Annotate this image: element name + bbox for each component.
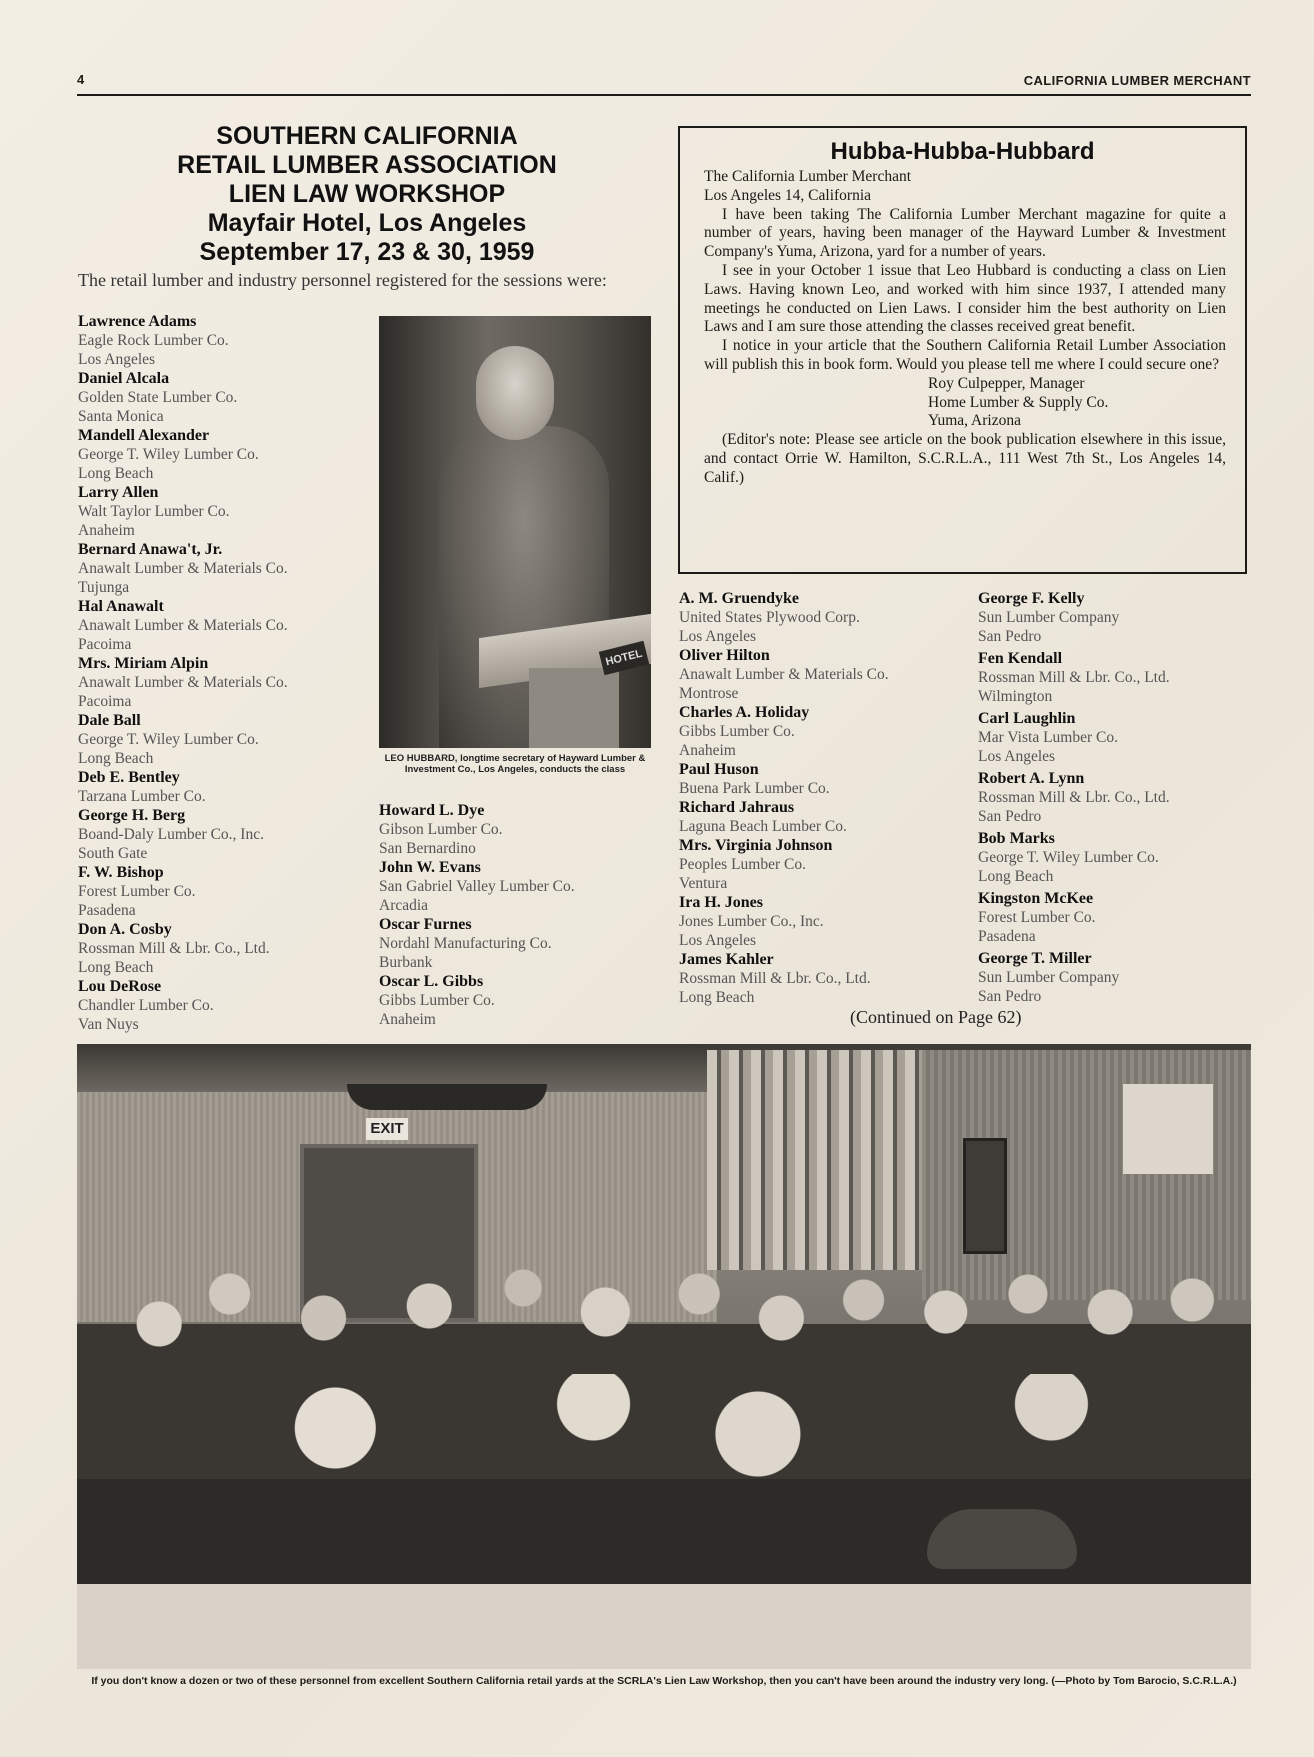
- registrant-entry: [78, 483, 358, 540]
- registrant-company: Laguna Beach Lumber Co.: [679, 818, 847, 835]
- registrant-company: Peoples Lumber Co.: [679, 856, 806, 873]
- registrant-city: Pasadena: [78, 902, 136, 919]
- registrant-entry: [978, 829, 1248, 886]
- registrant-name: Larry Allen: [78, 484, 159, 501]
- letter-paragraph-1: I have been taking The California Lumber Merchant magazine for quite a number of years, having been manager of the Hayward Lumber & Investment Company's Yuma, Arizona, yard for a number of years.: [704, 205, 1226, 261]
- registrant-entry: [379, 801, 659, 858]
- letter-signature-company: Home Lumber & Supply Co.: [928, 393, 1109, 411]
- registrant-name: Don A. Cosby: [78, 921, 172, 938]
- registrant-city: Wilmington: [978, 688, 1053, 705]
- registrant-name: Lawrence Adams: [78, 313, 197, 330]
- registrant-city: Ventura: [679, 875, 728, 892]
- registrant-company: Gibbs Lumber Co.: [379, 992, 495, 1009]
- registrant-name: Robert A. Lynn: [978, 770, 1085, 787]
- registrant-city: San Pedro: [978, 808, 1042, 825]
- registrant-company: Anawalt Lumber & Materials Co.: [78, 674, 288, 691]
- letter-paragraph-3: I notice in your article that the Southern California Retail Lumber Association will publish this in book form. Would you please tell me where I could secure one?: [704, 337, 1226, 373]
- registrant-company: Sun Lumber Company: [978, 609, 1120, 626]
- registrant-entry: [379, 972, 659, 1029]
- registrant-company: Rossman Mill & Lbr. Co., Ltd.: [978, 669, 1170, 686]
- registrant-name: A. M. Gruendyke: [679, 590, 799, 607]
- registrant-entry: [78, 426, 358, 483]
- registrant-entry: [78, 977, 358, 1034]
- registrant-company: Rossman Mill & Lbr. Co., Ltd.: [978, 789, 1170, 806]
- registrant-entry: [679, 950, 969, 1007]
- exit-sign: EXIT: [366, 1118, 408, 1140]
- registrant-name: Bob Marks: [978, 830, 1055, 847]
- registrant-entry: [978, 589, 1248, 646]
- registrant-entry: [78, 711, 358, 768]
- registrant-entry: [78, 806, 358, 863]
- registrant-name: Charles A. Holiday: [679, 704, 810, 721]
- registrant-company: Forest Lumber Co.: [78, 883, 196, 900]
- registrant-name: George F. Kelly: [978, 590, 1085, 607]
- registrant-entry: [679, 703, 969, 760]
- registrant-company: George T. Wiley Lumber Co.: [978, 849, 1159, 866]
- letter-signature-city: Yuma, Arizona: [928, 412, 1021, 430]
- registrant-name: Fen Kendall: [978, 650, 1063, 667]
- registrant-company: Nordahl Manufacturing Co.: [379, 935, 552, 952]
- registrant-city: South Gate: [78, 845, 148, 862]
- registrant-name: Daniel Alcala: [78, 370, 170, 387]
- registrant-company: San Gabriel Valley Lumber Co.: [379, 878, 575, 895]
- registrant-name: John W. Evans: [379, 859, 481, 876]
- lectern-stand: [529, 668, 619, 748]
- registrant-entry: [78, 540, 358, 597]
- letter-signature-name: Roy Culpepper, Manager: [928, 374, 1085, 392]
- registrant-company: Forest Lumber Co.: [978, 909, 1096, 926]
- registrant-company: Sun Lumber Company: [978, 969, 1120, 986]
- registrant-name: Mrs. Virginia Johnson: [679, 837, 833, 854]
- registrant-city: Anaheim: [78, 522, 135, 539]
- registrant-city: Santa Monica: [78, 408, 164, 425]
- registrant-company: Anawalt Lumber & Materials Co.: [78, 560, 288, 577]
- headline-line-3: LIEN LAW WORKSHOP: [228, 180, 506, 208]
- registrant-list-column-2: [379, 801, 659, 1029]
- headline-dates: September 17, 23 & 30, 1959: [199, 238, 535, 266]
- article-intro: The retail lumber and industry personnel registered for the sessions were:: [78, 270, 607, 290]
- registrant-company: Tarzana Lumber Co.: [78, 788, 206, 805]
- registrant-entry: [679, 798, 969, 836]
- registrant-name: Lou DeRose: [78, 978, 162, 995]
- registrant-company: Gibson Lumber Co.: [379, 821, 503, 838]
- registrant-city: Long Beach: [978, 868, 1054, 885]
- registrant-name: Mrs. Miriam Alpin: [78, 655, 209, 672]
- speaker-head: [476, 346, 554, 440]
- registrant-company: Mar Vista Lumber Co.: [978, 729, 1118, 746]
- portrait-caption: LEO HUBBARD, longtime secretary of Hayward Lumber & Investment Co., Los Angeles, conducts the class: [384, 753, 646, 775]
- registrant-entry: [978, 769, 1248, 826]
- registrant-entry: [379, 915, 659, 972]
- group-photo-caption: If you don't know a dozen or two of these personnel from excellent Southern California retail yards at the SCRLA's Lien Law Workshop, then you can't have been around the industry very long. (—Photo by Tom Barocio, S.C.R.L.A.): [91, 1675, 1237, 1687]
- wall-panel: [1123, 1084, 1213, 1174]
- front-row-attendees: [77, 1374, 1251, 1669]
- lectern-sign: HOTEL: [599, 641, 649, 675]
- registrant-entry: [78, 312, 358, 369]
- registrant-company: Walt Taylor Lumber Co.: [78, 503, 230, 520]
- registrant-city: Los Angeles: [78, 351, 156, 368]
- registrant-name: George H. Berg: [78, 807, 186, 824]
- letter-paragraph-2: I see in your October 1 issue that Leo Hubbard is conducting a class on Lien Laws. Having known Leo, and worked with him since 1937, I attended many meetings he conducted on Lien Laws. I consider him the best authority on Lien Laws and I am sure those attending the classes received great benefit.: [704, 261, 1226, 336]
- registrant-city: Montrose: [679, 685, 739, 702]
- registrant-city: Los Angeles: [978, 748, 1056, 765]
- registrant-name: Howard L. Dye: [379, 802, 485, 819]
- registrant-city: Burbank: [379, 954, 433, 971]
- registrant-city: Long Beach: [78, 750, 154, 767]
- registrant-entry: [679, 760, 969, 798]
- registrant-entry: [978, 949, 1248, 1006]
- letter-address-line-2: Los Angeles 14, California: [704, 186, 872, 204]
- registrant-company: Anawalt Lumber & Materials Co.: [78, 617, 288, 634]
- registrant-name: Kingston McKee: [978, 890, 1094, 907]
- registrant-company: Rossman Mill & Lbr. Co., Ltd.: [679, 970, 871, 987]
- headline-venue: Mayfair Hotel, Los Angeles: [207, 209, 527, 237]
- continued-note: (Continued on Page 62): [850, 1007, 1022, 1027]
- header-rule: [77, 94, 1251, 96]
- registrant-list-column-3: [679, 589, 969, 1007]
- registrant-name: Richard Jahraus: [679, 799, 795, 816]
- registrant-city: Tujunga: [78, 579, 130, 596]
- registrant-name: James Kahler: [679, 951, 774, 968]
- registrant-name: Mandell Alexander: [78, 427, 210, 444]
- registrant-entry: [78, 597, 358, 654]
- registrant-list-column-4: [978, 589, 1248, 1009]
- registrant-company: Jones Lumber Co., Inc.: [679, 913, 824, 930]
- article-headline: [77, 122, 657, 267]
- registrant-name: Carl Laughlin: [978, 710, 1076, 727]
- registrant-company: Boand-Daly Lumber Co., Inc.: [78, 826, 264, 843]
- leo-hubbard-photo: [379, 316, 651, 748]
- registrant-name: Oliver Hilton: [679, 647, 770, 664]
- registrant-city: Los Angeles: [679, 628, 757, 645]
- registrant-name: Ira H. Jones: [679, 894, 763, 911]
- registrant-name: Oscar Furnes: [379, 916, 472, 933]
- registrant-name: Dale Ball: [78, 712, 141, 729]
- registrant-company: George T. Wiley Lumber Co.: [78, 731, 259, 748]
- headline-line-1: SOUTHERN CALIFORNIA: [216, 122, 518, 150]
- registrant-entry: [679, 836, 969, 893]
- registrant-name: George T. Miller: [978, 950, 1092, 967]
- letter-title: Hubba-Hubba-Hubbard: [830, 138, 1095, 165]
- registrant-entry: [78, 863, 358, 920]
- registrant-entry: [978, 889, 1248, 946]
- registrant-city: Long Beach: [78, 959, 154, 976]
- registrant-company: Golden State Lumber Co.: [78, 389, 238, 406]
- registrant-entry: [78, 654, 358, 711]
- registrant-city: Pasadena: [978, 928, 1036, 945]
- workshop-group-photo: [77, 1044, 1251, 1669]
- page-header: [77, 70, 1251, 92]
- page-number: 4: [77, 72, 85, 87]
- registrant-entry: [78, 768, 358, 806]
- registrant-company: Gibbs Lumber Co.: [679, 723, 795, 740]
- letter-body: [704, 168, 1226, 488]
- registrant-city: Long Beach: [78, 465, 154, 482]
- registrant-list-column-1: [78, 312, 358, 1034]
- publication-title: CALIFORNIA LUMBER MERCHANT: [1023, 73, 1251, 88]
- registrant-name: Paul Huson: [679, 761, 759, 778]
- registrant-entry: [978, 709, 1248, 766]
- registrant-name: Oscar L. Gibbs: [379, 973, 484, 990]
- registrant-name: F. W. Bishop: [78, 864, 164, 881]
- registrant-city: Pacoima: [78, 636, 132, 653]
- registrant-city: San Pedro: [978, 628, 1042, 645]
- registrant-company: United States Plywood Corp.: [679, 609, 860, 626]
- registrant-company: George T. Wiley Lumber Co.: [78, 446, 259, 463]
- letter-address-line-1: The California Lumber Merchant: [704, 168, 912, 185]
- hat-on-table: [927, 1509, 1077, 1569]
- registrant-entry: [978, 649, 1248, 706]
- registrant-entry: [679, 589, 969, 646]
- registrant-company: Anawalt Lumber & Materials Co.: [679, 666, 889, 683]
- headline-line-2: RETAIL LUMBER ASSOCIATION: [177, 151, 557, 179]
- editor-note: (Editor's note: Please see article on the book publication elsewhere in this issue, and contact Orrie W. Hamilton, S.C.R.L.A., 111 West 7th St., Los Angeles 14, Calif.): [704, 431, 1226, 486]
- registrant-name: Bernard Anawa't, Jr.: [78, 541, 223, 558]
- registrant-entry: [679, 893, 969, 950]
- ceiling-lamp: [347, 1084, 547, 1110]
- registrant-city: Anaheim: [679, 742, 736, 759]
- registrant-entry: [679, 646, 969, 703]
- registrant-city: San Pedro: [978, 988, 1042, 1005]
- registrant-city: Arcadia: [379, 897, 429, 914]
- registrant-city: Long Beach: [679, 989, 755, 1006]
- registrant-name: Hal Anawalt: [78, 598, 164, 615]
- registrant-entry: [78, 920, 358, 977]
- registrant-company: Eagle Rock Lumber Co.: [78, 332, 229, 349]
- registrant-city: San Bernardino: [379, 840, 476, 857]
- registrant-city: Anaheim: [379, 1011, 436, 1028]
- registrant-city: Pacoima: [78, 693, 132, 710]
- registrant-city: Los Angeles: [679, 932, 757, 949]
- registrant-company: Rossman Mill & Lbr. Co., Ltd.: [78, 940, 270, 957]
- registrant-company: Chandler Lumber Co.: [78, 997, 214, 1014]
- registrant-entry: [379, 858, 659, 915]
- registrant-city: Van Nuys: [78, 1016, 139, 1033]
- registrant-company: Buena Park Lumber Co.: [679, 780, 830, 797]
- registrant-entry: [78, 369, 358, 426]
- letter-box: [678, 126, 1247, 574]
- registrant-name: Deb E. Bentley: [78, 769, 180, 786]
